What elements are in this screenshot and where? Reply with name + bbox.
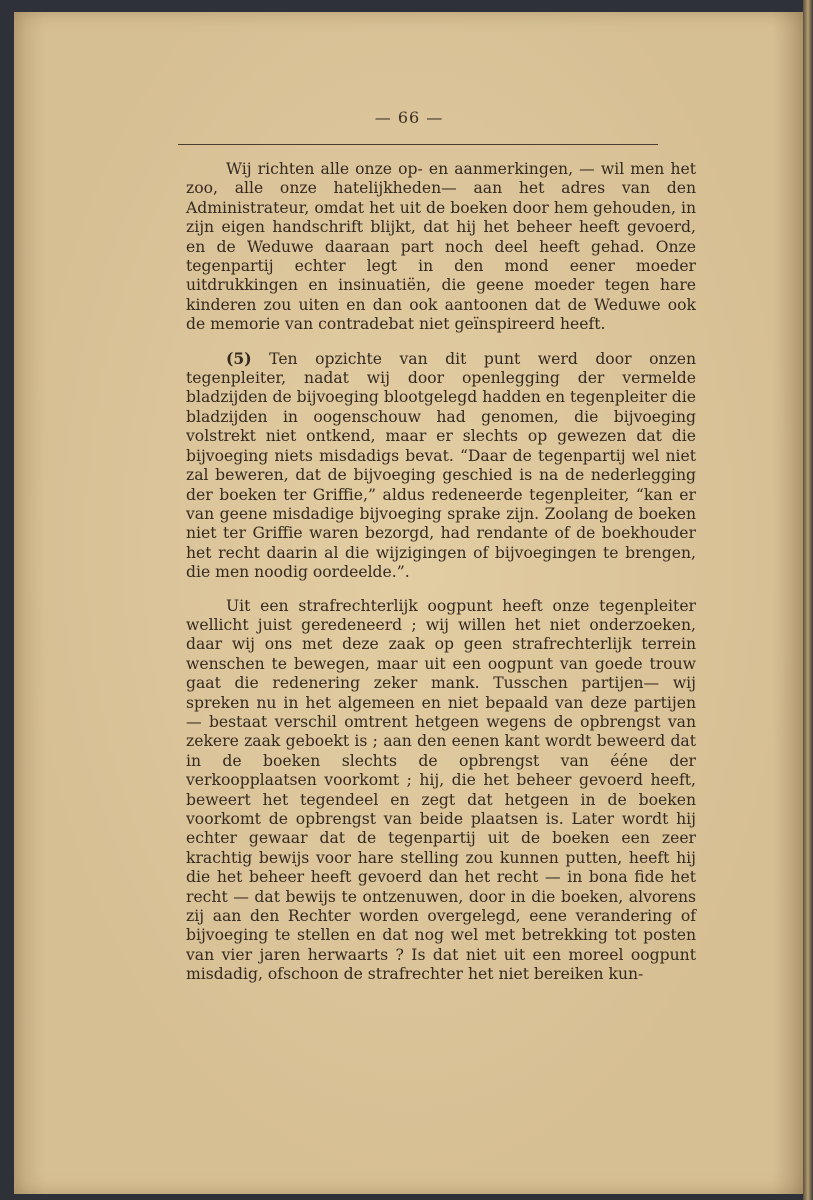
page-number: — 66 — xyxy=(374,108,444,127)
note-number: (5) xyxy=(226,348,252,368)
page-body xyxy=(186,160,696,1003)
page-edge xyxy=(803,0,813,1200)
book-page xyxy=(14,12,804,1194)
paragraph-1 xyxy=(186,160,696,335)
paragraph-3-text: Uit een strafrechterlijk oogpunt heeft onze tegenpleiter wellicht juist geredeneerd ; wij willen het niet onderzoeken, daar wij ons met deze zaak op geen strafrechterlijk terrein wenschen te bewegen, maar uit een oogpunt van goede trouw gaat die redenering zeker mank. Tusschen partijen— wij spreken nu in het algemeen en niet bepaald van deze partijen — bestaat verschil omtrent hetgeen wegens de opbrengst van zekere zaak geboekt is ; aan den eenen kant wordt beweerd dat in de boeken slechts de opbrengst van ééne der verkoopplaatsen voorkomt ; hij, die het beheer gevoerd heeft, beweert het tegendeel en zegt dat hetgeen in de boeken voorkomt de opbrengst van beide plaatsen is. Later wordt hij echter gewaar dat de tegenpartij uit de boeken een zeer krachtig bewijs voor hare stelling zou kunnen putten, heeft hij die het beheer heeft gevoerd dan het recht — in bona fide het recht — dat bewijs te ontzenuwen, door in die boeken, alvorens zij aan den Rechter worden overgelegd, eene verandering of bijvoeging te stellen en dat nog wel met betrekking tot posten van vier jaren herwaarts ? Is dat niet uit een moreel oogpunt misdadig, ofschoon de strafrechter het niet bereiken kun- xyxy=(186,596,696,984)
header-rule xyxy=(178,144,658,145)
paragraph-1-text: Wij richten alle onze op- en aanmerkingen, — wil men het zoo, alle onze hatelijkheden— aan het adres van den Administrateur, omdat het uit de boeken door hem gehouden, in zijn eigen handschrift blijkt, dat hij het beheer heeft gevoerd, en de Weduwe daaraan part noch deel heeft gehad. Onze tegenpartij echter legt in den mond eener moeder uitdrukkingen en insinuatiën, die geene moeder tegen hare kinderen zou uiten en dan ook aantoonen dat de Weduwe ook de memorie van contradebat niet geïnspireerd heeft. xyxy=(186,160,696,334)
paragraph-3 xyxy=(186,597,696,985)
paragraph-2 xyxy=(186,349,696,583)
paragraph-2-text: Ten opzichte van dit punt werd door onzen tegenpleiter, nadat wij door openlegging der vermelde bladzijden de bijvoeging blootgelegd hadden en tegenpleiter die bladzijden in oogenschouw had genomen, die bijvoeging volstrekt niet ontkend, maar er slechts op gewezen dat die bijvoeging niets misdadigs bevat. “Daar de tegenpartij wel niet zal beweren, dat de bijvoeging geschied is na de nederlegging der boeken ter Griffie,” aldus redeneerde tegenpleiter, “kan er van geene misdadige bijvoeging sprake zijn. Zoolang de boeken niet ter Griffie waren bezorgd, had rendante of de boekhouder het recht daarin al die wijzigingen of bijvoegingen te brengen, die men noodig oordeelde.”. xyxy=(186,349,697,582)
